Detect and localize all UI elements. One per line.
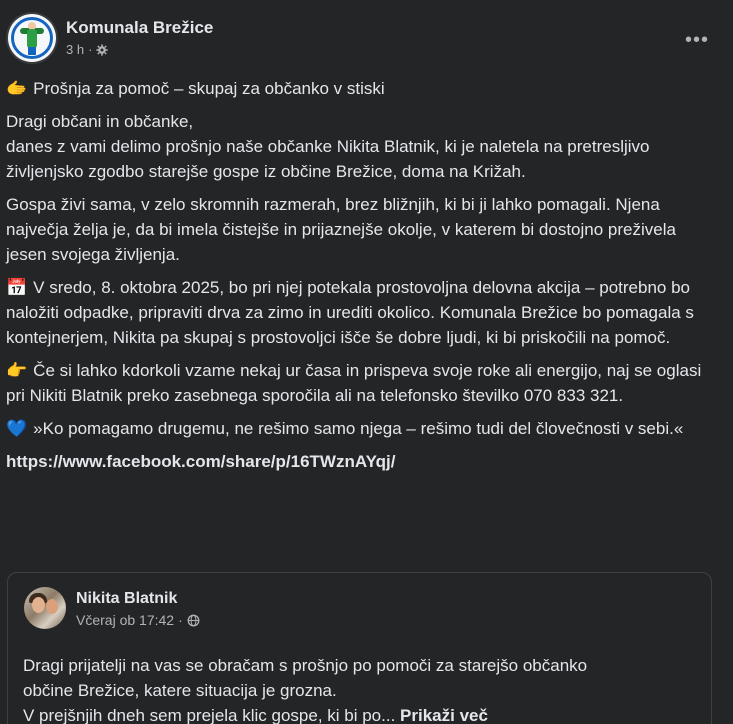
paragraph-callout — [6, 358, 721, 408]
meta-separator: · — [88, 42, 93, 57]
paragraph-text: Če si lahko kdorkoli vzame nekaj ur časa in prispeva svoje roke ali energijo, naj se oglasi pri Nikiti Blatnik preko zasebnega sporočila ali na telefonsko številko 070 833 321. — [6, 361, 702, 405]
shared-post-time[interactable]: Včeraj ob 17:42 — [76, 612, 175, 628]
paragraph-intro — [6, 109, 721, 184]
header-text — [66, 17, 213, 59]
gear-icon — [96, 44, 108, 56]
post-time[interactable]: 3 h — [66, 42, 85, 57]
more-options-button[interactable]: ••• — [684, 28, 709, 51]
post-header — [8, 14, 213, 62]
avatar-legs — [28, 47, 36, 55]
shared-author-name[interactable]: Nikita Blatnik — [76, 590, 178, 607]
see-more-button[interactable]: Prikaži več — [400, 706, 488, 724]
globe-icon — [187, 614, 200, 627]
paragraph-title — [6, 76, 721, 101]
paragraph-text: Gospa živi sama, v zelo skromnih razmerah, brez bližnjih, ki bi ji lahko pomagali. Njena največja želja je, da bi imela čistejše in prijaznejše okolje, v katerem bi dostojno preživela jesen svojega življenja. — [6, 195, 676, 264]
paragraph-link — [6, 449, 721, 474]
paragraph-text: Dragi občani in občanke, danes z vami delimo prošnjo naše občanke Nikita Blatnik, ki je naletela na pretresljivo življenjsko zgodbo starejše gospe iz občine Brežice, doma na Križah. — [6, 112, 650, 181]
pointing-hand-icon: 👉 — [6, 361, 28, 380]
page-name-link[interactable]: Komunala Brežice — [66, 18, 214, 37]
blue-heart-icon: 💙 — [6, 419, 28, 438]
shared-text-line: občine Brežice, katere situacija je grozna. — [23, 681, 337, 700]
post-meta — [66, 41, 213, 59]
shared-post-card[interactable] — [7, 572, 712, 724]
avatar-face — [32, 597, 45, 613]
avatar-face — [46, 599, 58, 614]
paragraph-event — [6, 275, 721, 350]
shared-header-text — [76, 588, 200, 628]
avatar-body — [27, 29, 37, 49]
shared-author-avatar[interactable] — [24, 587, 66, 629]
shared-post-text — [23, 653, 683, 724]
shared-post-header — [24, 587, 200, 629]
paragraph-text: Prošnja za pomoč – skupaj za občanko v stiski — [33, 79, 385, 98]
calendar-icon: 📅 — [6, 278, 28, 297]
paragraph-text: »Ko pomagamo drugemu, ne rešimo samo njega – rešimo tudi del človečnosti v sebi.« — [33, 419, 684, 438]
paragraph-quote — [6, 416, 721, 441]
shared-text-line-last — [23, 703, 683, 724]
meta-separator: · — [178, 612, 183, 628]
post-content — [6, 76, 721, 482]
handshake-icon: 🫱 — [6, 79, 28, 98]
shared-post-meta — [76, 612, 200, 628]
share-link[interactable]: https://www.facebook.com/share/p/16TWznAYqj/ — [6, 452, 396, 471]
shared-text-line: Dragi prijatelji na vas se obračam s prošnjo po pomoči za starejšo občanko — [23, 656, 588, 675]
shared-text-line: V prejšnjih dneh sem prejela klic gospe, ki bi po... — [23, 706, 396, 724]
paragraph-situation — [6, 192, 721, 267]
paragraph-text: V sredo, 8. oktobra 2025, bo pri njej potekala prostovoljna delovna akcija – potrebno bo naložiti odpadke, pripraviti drva za zimo in urediti okolico. Komunala Brežice bo pomagala s kontejnerjem, Nikita pa skupaj s prostovoljci išče še dobre ljudi, ki bi priskočili na pomoč. — [6, 278, 694, 347]
page-avatar[interactable] — [8, 14, 56, 62]
